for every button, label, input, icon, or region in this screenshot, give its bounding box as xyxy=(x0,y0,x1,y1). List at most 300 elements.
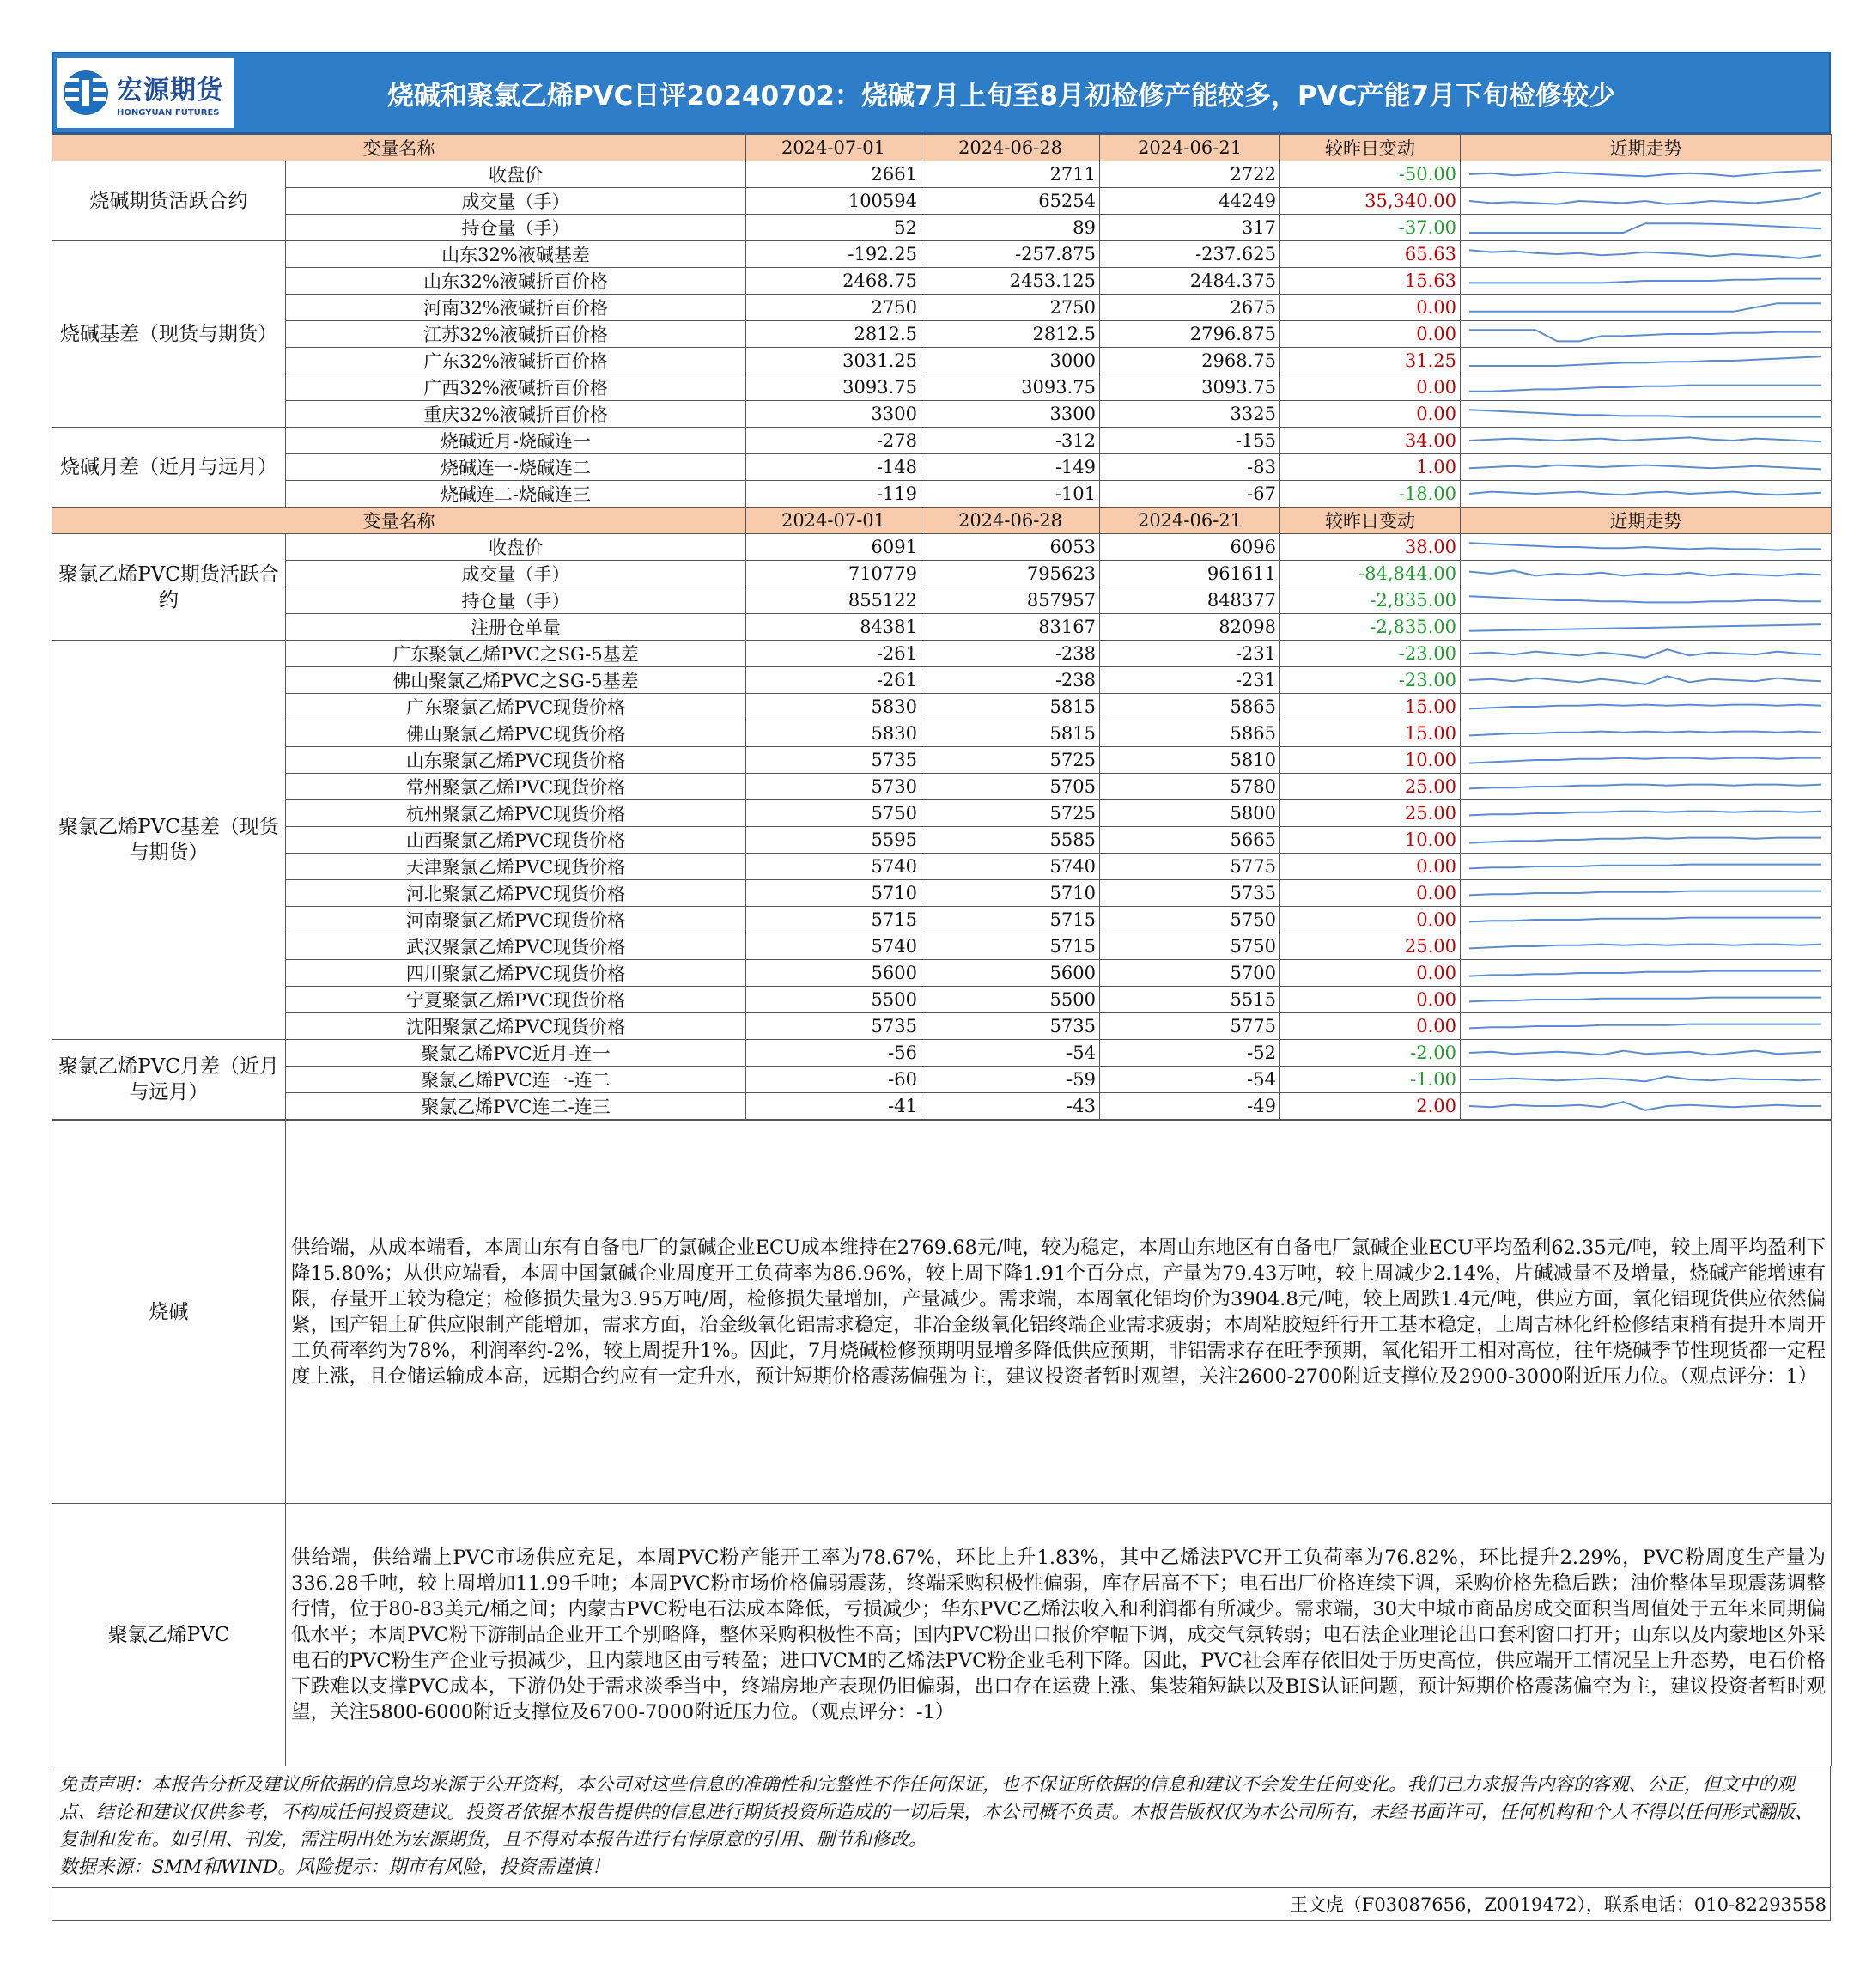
variable-name: 聚氯乙烯PVC连一-连二 xyxy=(286,1067,746,1093)
table-row xyxy=(52,667,1832,694)
sparkline-chart xyxy=(1461,880,1830,906)
variable-name: 河南32%液碱折百价格 xyxy=(286,295,746,321)
value-date1: 2661 xyxy=(746,161,921,188)
daily-change: 10.00 xyxy=(1280,827,1461,854)
table-row xyxy=(52,587,1832,614)
sparkline-chart xyxy=(1461,614,1830,640)
recent-trend xyxy=(1461,667,1832,694)
sparkline-line xyxy=(1469,543,1821,550)
sparkline-line xyxy=(1469,330,1821,341)
group-label: 烧碱基差（现货与期货） xyxy=(52,241,286,428)
table-row xyxy=(52,295,1832,321)
header-col-date1: 2024-07-01 xyxy=(746,508,921,534)
value-date1: -261 xyxy=(746,667,921,694)
daily-change: 34.00 xyxy=(1280,428,1461,454)
sparkline-chart xyxy=(1461,161,1830,187)
value-date2: 5740 xyxy=(921,854,1100,880)
sparkline-chart xyxy=(1461,827,1830,853)
recent-trend xyxy=(1461,215,1832,241)
variable-name: 广西32%液碱折百价格 xyxy=(286,374,746,401)
report-page xyxy=(52,52,1831,1921)
table-row xyxy=(52,694,1832,720)
sparkline-line xyxy=(1469,192,1821,204)
recent-trend xyxy=(1461,188,1832,215)
data-table xyxy=(52,134,1832,1120)
value-date2: -149 xyxy=(921,454,1100,481)
value-date1: 5500 xyxy=(746,987,921,1013)
value-date1: 5595 xyxy=(746,827,921,854)
table-row xyxy=(52,561,1832,587)
sparkline-chart xyxy=(1461,454,1830,480)
daily-change: -2.00 xyxy=(1280,1040,1461,1067)
recent-trend xyxy=(1461,854,1832,880)
value-date2: 5705 xyxy=(921,774,1100,800)
variable-name: 收盘价 xyxy=(286,534,746,561)
variable-name: 四川聚氯乙烯PVC现货价格 xyxy=(286,960,746,987)
commentary-row xyxy=(52,1504,1832,1766)
sparkline-line xyxy=(1469,410,1821,416)
value-date3: 5800 xyxy=(1100,800,1280,827)
recent-trend xyxy=(1461,933,1832,960)
value-date2: -54 xyxy=(921,1040,1100,1067)
variable-name: 山东聚氯乙烯PVC现货价格 xyxy=(286,747,746,774)
sparkline-chart xyxy=(1461,215,1830,240)
value-date2: 2453.125 xyxy=(921,268,1100,295)
value-date2: 5725 xyxy=(921,800,1100,827)
daily-change: 15.00 xyxy=(1280,694,1461,720)
sparkline-chart xyxy=(1461,587,1830,613)
value-date2: -59 xyxy=(921,1067,1100,1093)
sparkline-line xyxy=(1469,705,1821,709)
recent-trend xyxy=(1461,428,1832,454)
variable-name: 广东聚氯乙烯PVC之SG-5基差 xyxy=(286,641,746,667)
recent-trend xyxy=(1461,268,1832,295)
value-date3: -67 xyxy=(1100,481,1280,508)
header-col-date2: 2024-06-28 xyxy=(921,135,1100,161)
recent-trend xyxy=(1461,348,1832,374)
daily-change: -18.00 xyxy=(1280,481,1461,508)
header-col-date3: 2024-06-21 xyxy=(1100,508,1280,534)
value-date1: 5715 xyxy=(746,907,921,933)
sparkline-chart xyxy=(1461,348,1830,374)
daily-change: 0.00 xyxy=(1280,374,1461,401)
value-date2: -43 xyxy=(921,1093,1100,1120)
sparkline-line xyxy=(1469,492,1821,495)
table-row xyxy=(52,188,1832,215)
value-date1: -278 xyxy=(746,428,921,454)
daily-change: 0.00 xyxy=(1280,880,1461,907)
value-date1: 5600 xyxy=(746,960,921,987)
value-date3: 2722 xyxy=(1100,161,1280,188)
value-date1: 6091 xyxy=(746,534,921,561)
sparkline-chart xyxy=(1461,800,1830,826)
sparkline-line xyxy=(1469,945,1821,949)
sparkline-line xyxy=(1469,758,1821,763)
table-row xyxy=(52,161,1832,188)
recent-trend xyxy=(1461,747,1832,774)
variable-name: 成交量（手） xyxy=(286,188,746,215)
value-date3: 44249 xyxy=(1100,188,1280,215)
variable-name: 聚氯乙烯PVC近月-连一 xyxy=(286,1040,746,1067)
sparkline-line xyxy=(1469,918,1821,922)
variable-name: 河南聚氯乙烯PVC现货价格 xyxy=(286,907,746,933)
recent-trend xyxy=(1461,720,1832,747)
recent-trend xyxy=(1461,374,1832,401)
sparkline-chart xyxy=(1461,1040,1830,1066)
recent-trend xyxy=(1461,774,1832,800)
value-date2: 6053 xyxy=(921,534,1100,561)
sparkline-line xyxy=(1469,891,1821,896)
daily-change: 1.00 xyxy=(1280,454,1461,481)
table-row xyxy=(52,933,1832,960)
value-date3: 5665 xyxy=(1100,827,1280,854)
daily-change: 25.00 xyxy=(1280,800,1461,827)
value-date2: 3000 xyxy=(921,348,1100,374)
sparkline-line xyxy=(1469,356,1821,366)
table-row xyxy=(52,268,1832,295)
table-row xyxy=(52,960,1832,987)
sparkline-line xyxy=(1469,1076,1821,1081)
value-date1: 5735 xyxy=(746,747,921,774)
sparkline-chart xyxy=(1461,1013,1830,1039)
author-contact: 王文虎（F03087656，Z0019472），联系电话：010-82293558 xyxy=(52,1888,1831,1921)
recent-trend xyxy=(1461,960,1832,987)
commentary-text: 供给端，从成本端看，本周山东有自备电厂的氯碱企业ECU成本维持在2769.68元/吨，较为稳定，本周山东地区有自备电厂氯碱企业ECU平均盈利62.35元/吨，较上周平均盈利下降15.80%；从供应端看，本周中国氯碱企业周度开工负荷率为86.96%，较上周下降1.91个百分点，产量为79.43万吨，较上周减少2.14%，片碱减量不及增量，烧碱产能增速有限，存量开工较为稳定；检修损失量为3.95万吨/周，检修损失量增加，产量减少。需求端，本周氧化铝均价为3904.8元/吨，较上周跌1.4元/吨，供应方面，氧化铝现货供应依然偏紧，国产铝土矿供应限制产能增加，需求方面，冶金级氧化铝需求稳定，非冶金级氧化铝终端企业需求疲弱；本周粘胶短纤行开工基本稳定，上周吉林化纤检修结束稍有提升本周开工负荷率约为78%，利润率约-2%，较上周提升1%。因此，7月烧碱检修预期明显增多降低供应预期，非铝需求存在旺季预期，氧化铝开工相对高位，往年烧碱季节性现货都一定程度上涨，且仓储运输成本高，远期合约应有一定升水，预计短期价格震荡偏强为主，建议投资者暂时观望，关注2600-2700附近支撑位及2900-3000附近压力位。（观点评分：1） xyxy=(286,1121,1832,1504)
table-row xyxy=(52,374,1832,401)
daily-change: 31.25 xyxy=(1280,348,1461,374)
sparkline-chart xyxy=(1461,401,1830,427)
value-date1: 2750 xyxy=(746,295,921,321)
sparkline-chart xyxy=(1461,241,1830,267)
value-date3: -231 xyxy=(1100,667,1280,694)
table-row xyxy=(52,747,1832,774)
table-row xyxy=(52,241,1832,268)
header-col-trend: 近期走势 xyxy=(1461,508,1832,534)
sparkline-chart xyxy=(1461,774,1830,799)
value-date1: 2468.75 xyxy=(746,268,921,295)
daily-change: 0.00 xyxy=(1280,907,1461,933)
group-label: 聚氯乙烯PVC月差（近月与远月） xyxy=(52,1040,286,1120)
table-row xyxy=(52,614,1832,641)
recent-trend xyxy=(1461,694,1832,720)
disclaimer-block xyxy=(52,1766,1831,1888)
header-col-name: 变量名称 xyxy=(52,508,746,534)
column-header-row xyxy=(52,508,1832,534)
variable-name: 武汉聚氯乙烯PVC现货价格 xyxy=(286,933,746,960)
value-date1: -41 xyxy=(746,1093,921,1120)
value-date1: 5730 xyxy=(746,774,921,800)
table-row xyxy=(52,1040,1832,1067)
recent-trend xyxy=(1461,454,1832,481)
recent-trend xyxy=(1461,880,1832,907)
daily-change: 0.00 xyxy=(1280,401,1461,428)
sparkline-chart xyxy=(1461,481,1830,507)
variable-name: 持仓量（手） xyxy=(286,587,746,614)
value-date2: 5710 xyxy=(921,880,1100,907)
daily-change: 38.00 xyxy=(1280,534,1461,561)
value-date3: 5515 xyxy=(1100,987,1280,1013)
value-date2: 857957 xyxy=(921,587,1100,614)
value-date1: -60 xyxy=(746,1067,921,1093)
header-col-date3: 2024-06-21 xyxy=(1100,135,1280,161)
daily-change: 0.00 xyxy=(1280,854,1461,880)
sparkline-chart xyxy=(1461,987,1830,1012)
table-row xyxy=(52,854,1832,880)
daily-change: 15.63 xyxy=(1280,268,1461,295)
variable-name: 佛山聚氯乙烯PVC现货价格 xyxy=(286,720,746,747)
report-title: 烧碱和聚氯乙烯PVC日评20240702：烧碱7月上旬至8月初检修产能较多，PVC产能7月下旬检修较少 xyxy=(386,80,1616,112)
value-date3: -49 xyxy=(1100,1093,1280,1120)
value-date3: 5735 xyxy=(1100,880,1280,907)
sparkline-chart xyxy=(1461,747,1830,773)
header-col-name: 变量名称 xyxy=(52,135,746,161)
value-date2: 5715 xyxy=(921,933,1100,960)
variable-name: 沈阳聚氯乙烯PVC现货价格 xyxy=(286,1013,746,1040)
group-label: 烧碱月差（近月与远月） xyxy=(52,428,286,508)
variable-name: 烧碱连二-烧碱连三 xyxy=(286,481,746,508)
sparkline-chart xyxy=(1461,295,1830,320)
daily-change: 65.63 xyxy=(1280,241,1461,268)
value-date2: -238 xyxy=(921,667,1100,694)
sparkline-line xyxy=(1469,865,1821,869)
table-row xyxy=(52,907,1832,933)
value-date3: -155 xyxy=(1100,428,1280,454)
sparkline-line xyxy=(1469,303,1821,312)
table-row xyxy=(52,348,1832,374)
sparkline-line xyxy=(1469,971,1821,976)
table-row xyxy=(52,800,1832,827)
value-date2: 5585 xyxy=(921,827,1100,854)
recent-trend xyxy=(1461,987,1832,1013)
sparkline-line xyxy=(1469,624,1821,631)
sparkline-chart xyxy=(1461,188,1830,214)
value-date2: -101 xyxy=(921,481,1100,508)
value-date1: 5750 xyxy=(746,800,921,827)
value-date3: -54 xyxy=(1100,1067,1280,1093)
value-date3: 3093.75 xyxy=(1100,374,1280,401)
value-date1: 5710 xyxy=(746,880,921,907)
value-date3: 2796.875 xyxy=(1100,321,1280,348)
table-row xyxy=(52,720,1832,747)
value-date1: -56 xyxy=(746,1040,921,1067)
daily-change: 0.00 xyxy=(1280,321,1461,348)
recent-trend xyxy=(1461,534,1832,561)
header-col-trend: 近期走势 xyxy=(1461,135,1832,161)
recent-trend xyxy=(1461,481,1832,508)
sparkline-chart xyxy=(1461,694,1830,720)
sparkline-line xyxy=(1469,596,1821,602)
variable-name: 河北聚氯乙烯PVC现货价格 xyxy=(286,880,746,907)
sparkline-chart xyxy=(1461,933,1830,959)
daily-change: -23.00 xyxy=(1280,641,1461,667)
sparkline-chart xyxy=(1461,907,1830,933)
hongyuan-logo-icon xyxy=(62,63,110,123)
commentary-topic: 聚氯乙烯PVC xyxy=(52,1504,286,1766)
value-date3: -52 xyxy=(1100,1040,1280,1067)
group-label: 烧碱期货活跃合约 xyxy=(52,161,286,241)
value-date3: 2968.75 xyxy=(1100,348,1280,374)
value-date2: 2750 xyxy=(921,295,1100,321)
logo-name-cn: 宏源期货 xyxy=(117,75,223,106)
daily-change: 0.00 xyxy=(1280,987,1461,1013)
sparkline-chart xyxy=(1461,428,1830,453)
report-header xyxy=(52,52,1831,134)
value-date1: -192.25 xyxy=(746,241,921,268)
value-date3: 2675 xyxy=(1100,295,1280,321)
group-label: 聚氯乙烯PVC期货活跃合约 xyxy=(52,534,286,641)
value-date1: 5740 xyxy=(746,854,921,880)
value-date1: 5830 xyxy=(746,720,921,747)
variable-name: 烧碱连一-烧碱连二 xyxy=(286,454,746,481)
value-date2: 3300 xyxy=(921,401,1100,428)
value-date3: -237.625 xyxy=(1100,241,1280,268)
recent-trend xyxy=(1461,1040,1832,1067)
value-date3: 5865 xyxy=(1100,694,1280,720)
sparkline-chart xyxy=(1461,960,1830,986)
sparkline-line xyxy=(1469,170,1821,176)
value-date1: 3300 xyxy=(746,401,921,428)
value-date1: 100594 xyxy=(746,188,921,215)
sparkline-chart xyxy=(1461,321,1830,347)
value-date3: 5865 xyxy=(1100,720,1280,747)
commentary-row xyxy=(52,1121,1832,1504)
sparkline-line xyxy=(1469,812,1821,816)
recent-trend xyxy=(1461,800,1832,827)
variable-name: 山东32%液碱折百价格 xyxy=(286,268,746,295)
daily-change: -23.00 xyxy=(1280,667,1461,694)
value-date3: -83 xyxy=(1100,454,1280,481)
recent-trend xyxy=(1461,587,1832,614)
value-date1: 855122 xyxy=(746,587,921,614)
sparkline-line xyxy=(1469,732,1821,736)
value-date2: 65254 xyxy=(921,188,1100,215)
daily-change: 25.00 xyxy=(1280,774,1461,800)
commentary-text: 供给端，供给端上PVC市场供应充足，本周PVC粉产能开工率为78.67%，环比上升1.83%，其中乙烯法PVC开工负荷率为76.82%，环比提升2.29%，PVC粉周度生产量为336.28千吨，较上周增加11.99千吨；本周PVC粉市场价格偏弱震荡，终端采购积极性偏弱，库存居高不下；电石出厂价格连续下调，采购价格先稳后跌；油价整体呈现震荡调整行情，位于80-83美元/桶之间；内蒙古PVC粉电石法成本降低，亏损减少；华东PVC乙烯法收入和利润都有所减少。需求端，30大中城市商品房成交面积当周值处于五年来同期偏低水平；本周PVC粉下游制品企业开工个别略降，整体采购积极性不高；国内PVC粉出口报价窄幅下调，成交气氛转弱；电石法企业理论出口套利窗口打开；山东以及内蒙地区外采电石的PVC粉生产企业亏损减少，且内蒙地区由亏转盈；进口VCM的乙烯法PVC粉企业毛利下降。因此，PVC社会库存依旧处于历史高位，供应端开工情况呈上升态势，电石价格下跌难以支撑PVC成本，下游仍处于需求淡季当中，终端房地产表现仍旧偏弱，出口存在运费上涨、集装箱短缺以及BIS认证问题，预计短期价格震荡偏空为主，建议投资者暂时观望，关注5800-6000附近支撑位及6700-7000附近压力位。（观点评分：-1） xyxy=(286,1504,1832,1766)
value-date3: 5700 xyxy=(1100,960,1280,987)
table-row xyxy=(52,641,1832,667)
value-date3: 3325 xyxy=(1100,401,1280,428)
value-date3: 848377 xyxy=(1100,587,1280,614)
recent-trend xyxy=(1461,827,1832,854)
sparkline-chart xyxy=(1461,534,1830,560)
table-row xyxy=(52,481,1832,508)
recent-trend xyxy=(1461,1013,1832,1040)
value-date2: 5815 xyxy=(921,694,1100,720)
variable-name: 天津聚氯乙烯PVC现货价格 xyxy=(286,854,746,880)
recent-trend xyxy=(1461,295,1832,321)
recent-trend xyxy=(1461,561,1832,587)
sparkline-line xyxy=(1469,250,1821,258)
sparkline-chart xyxy=(1461,374,1830,400)
daily-change: -84,844.00 xyxy=(1280,561,1461,587)
value-date2: 5815 xyxy=(921,720,1100,747)
daily-change: -37.00 xyxy=(1280,215,1461,241)
sparkline-line xyxy=(1469,649,1821,658)
sparkline-chart xyxy=(1461,667,1830,693)
table-row xyxy=(52,1067,1832,1093)
table-row xyxy=(52,215,1832,241)
sparkline-line xyxy=(1469,437,1821,441)
value-date1: 5735 xyxy=(746,1013,921,1040)
value-date1: 710779 xyxy=(746,561,921,587)
value-date3: 317 xyxy=(1100,215,1280,241)
value-date1: 5740 xyxy=(746,933,921,960)
daily-change: 0.00 xyxy=(1280,1013,1461,1040)
value-date2: 5500 xyxy=(921,987,1100,1013)
value-date1: 5830 xyxy=(746,694,921,720)
value-date2: 2711 xyxy=(921,161,1100,188)
value-date1: -148 xyxy=(746,454,921,481)
variable-name: 宁夏聚氯乙烯PVC现货价格 xyxy=(286,987,746,1013)
variable-name: 重庆32%液碱折百价格 xyxy=(286,401,746,428)
value-date1: 3093.75 xyxy=(746,374,921,401)
header-col-change: 较昨日变动 xyxy=(1280,508,1461,534)
variable-name: 注册仓单量 xyxy=(286,614,746,641)
value-date1: 84381 xyxy=(746,614,921,641)
value-date1: 52 xyxy=(746,215,921,241)
value-date2: 5725 xyxy=(921,747,1100,774)
value-date2: 89 xyxy=(921,215,1100,241)
variable-name: 佛山聚氯乙烯PVC之SG-5基差 xyxy=(286,667,746,694)
sparkline-line xyxy=(1469,676,1821,684)
variable-name: 山西聚氯乙烯PVC现货价格 xyxy=(286,827,746,854)
sparkline-chart xyxy=(1461,1067,1830,1092)
value-date2: 83167 xyxy=(921,614,1100,641)
value-date3: -231 xyxy=(1100,641,1280,667)
sparkline-chart xyxy=(1461,720,1830,746)
column-header-row xyxy=(52,135,1832,161)
daily-change: 15.00 xyxy=(1280,720,1461,747)
value-date3: 2484.375 xyxy=(1100,268,1280,295)
value-date2: -257.875 xyxy=(921,241,1100,268)
value-date3: 5750 xyxy=(1100,933,1280,960)
value-date3: 5775 xyxy=(1100,1013,1280,1040)
table-row xyxy=(52,428,1832,454)
value-date3: 5780 xyxy=(1100,774,1280,800)
sparkline-chart xyxy=(1461,641,1830,666)
sparkline-line xyxy=(1469,279,1821,283)
recent-trend xyxy=(1461,641,1832,667)
header-col-date1: 2024-07-01 xyxy=(746,135,921,161)
recent-trend xyxy=(1461,1067,1832,1093)
value-date2: 3093.75 xyxy=(921,374,1100,401)
value-date1: -261 xyxy=(746,641,921,667)
variable-name: 江苏32%液碱折百价格 xyxy=(286,321,746,348)
daily-change: 10.00 xyxy=(1280,747,1461,774)
header-col-change: 较昨日变动 xyxy=(1280,135,1461,161)
value-date2: 5600 xyxy=(921,960,1100,987)
recent-trend xyxy=(1461,907,1832,933)
table-row xyxy=(52,880,1832,907)
value-date3: 5810 xyxy=(1100,747,1280,774)
value-date3: 82098 xyxy=(1100,614,1280,641)
variable-name: 山东32%液碱基差 xyxy=(286,241,746,268)
daily-change: 2.00 xyxy=(1280,1093,1461,1120)
recent-trend xyxy=(1461,1093,1832,1120)
daily-change: 35,340.00 xyxy=(1280,188,1461,215)
value-date3: 961611 xyxy=(1100,561,1280,587)
recent-trend xyxy=(1461,401,1832,428)
recent-trend xyxy=(1461,241,1832,268)
sparkline-line xyxy=(1469,838,1821,843)
variable-name: 常州聚氯乙烯PVC现货价格 xyxy=(286,774,746,800)
recent-trend xyxy=(1461,614,1832,641)
variable-name: 收盘价 xyxy=(286,161,746,188)
value-date1: 2812.5 xyxy=(746,321,921,348)
value-date1: 3031.25 xyxy=(746,348,921,374)
table-row xyxy=(52,827,1832,854)
sparkline-line xyxy=(1469,386,1821,392)
